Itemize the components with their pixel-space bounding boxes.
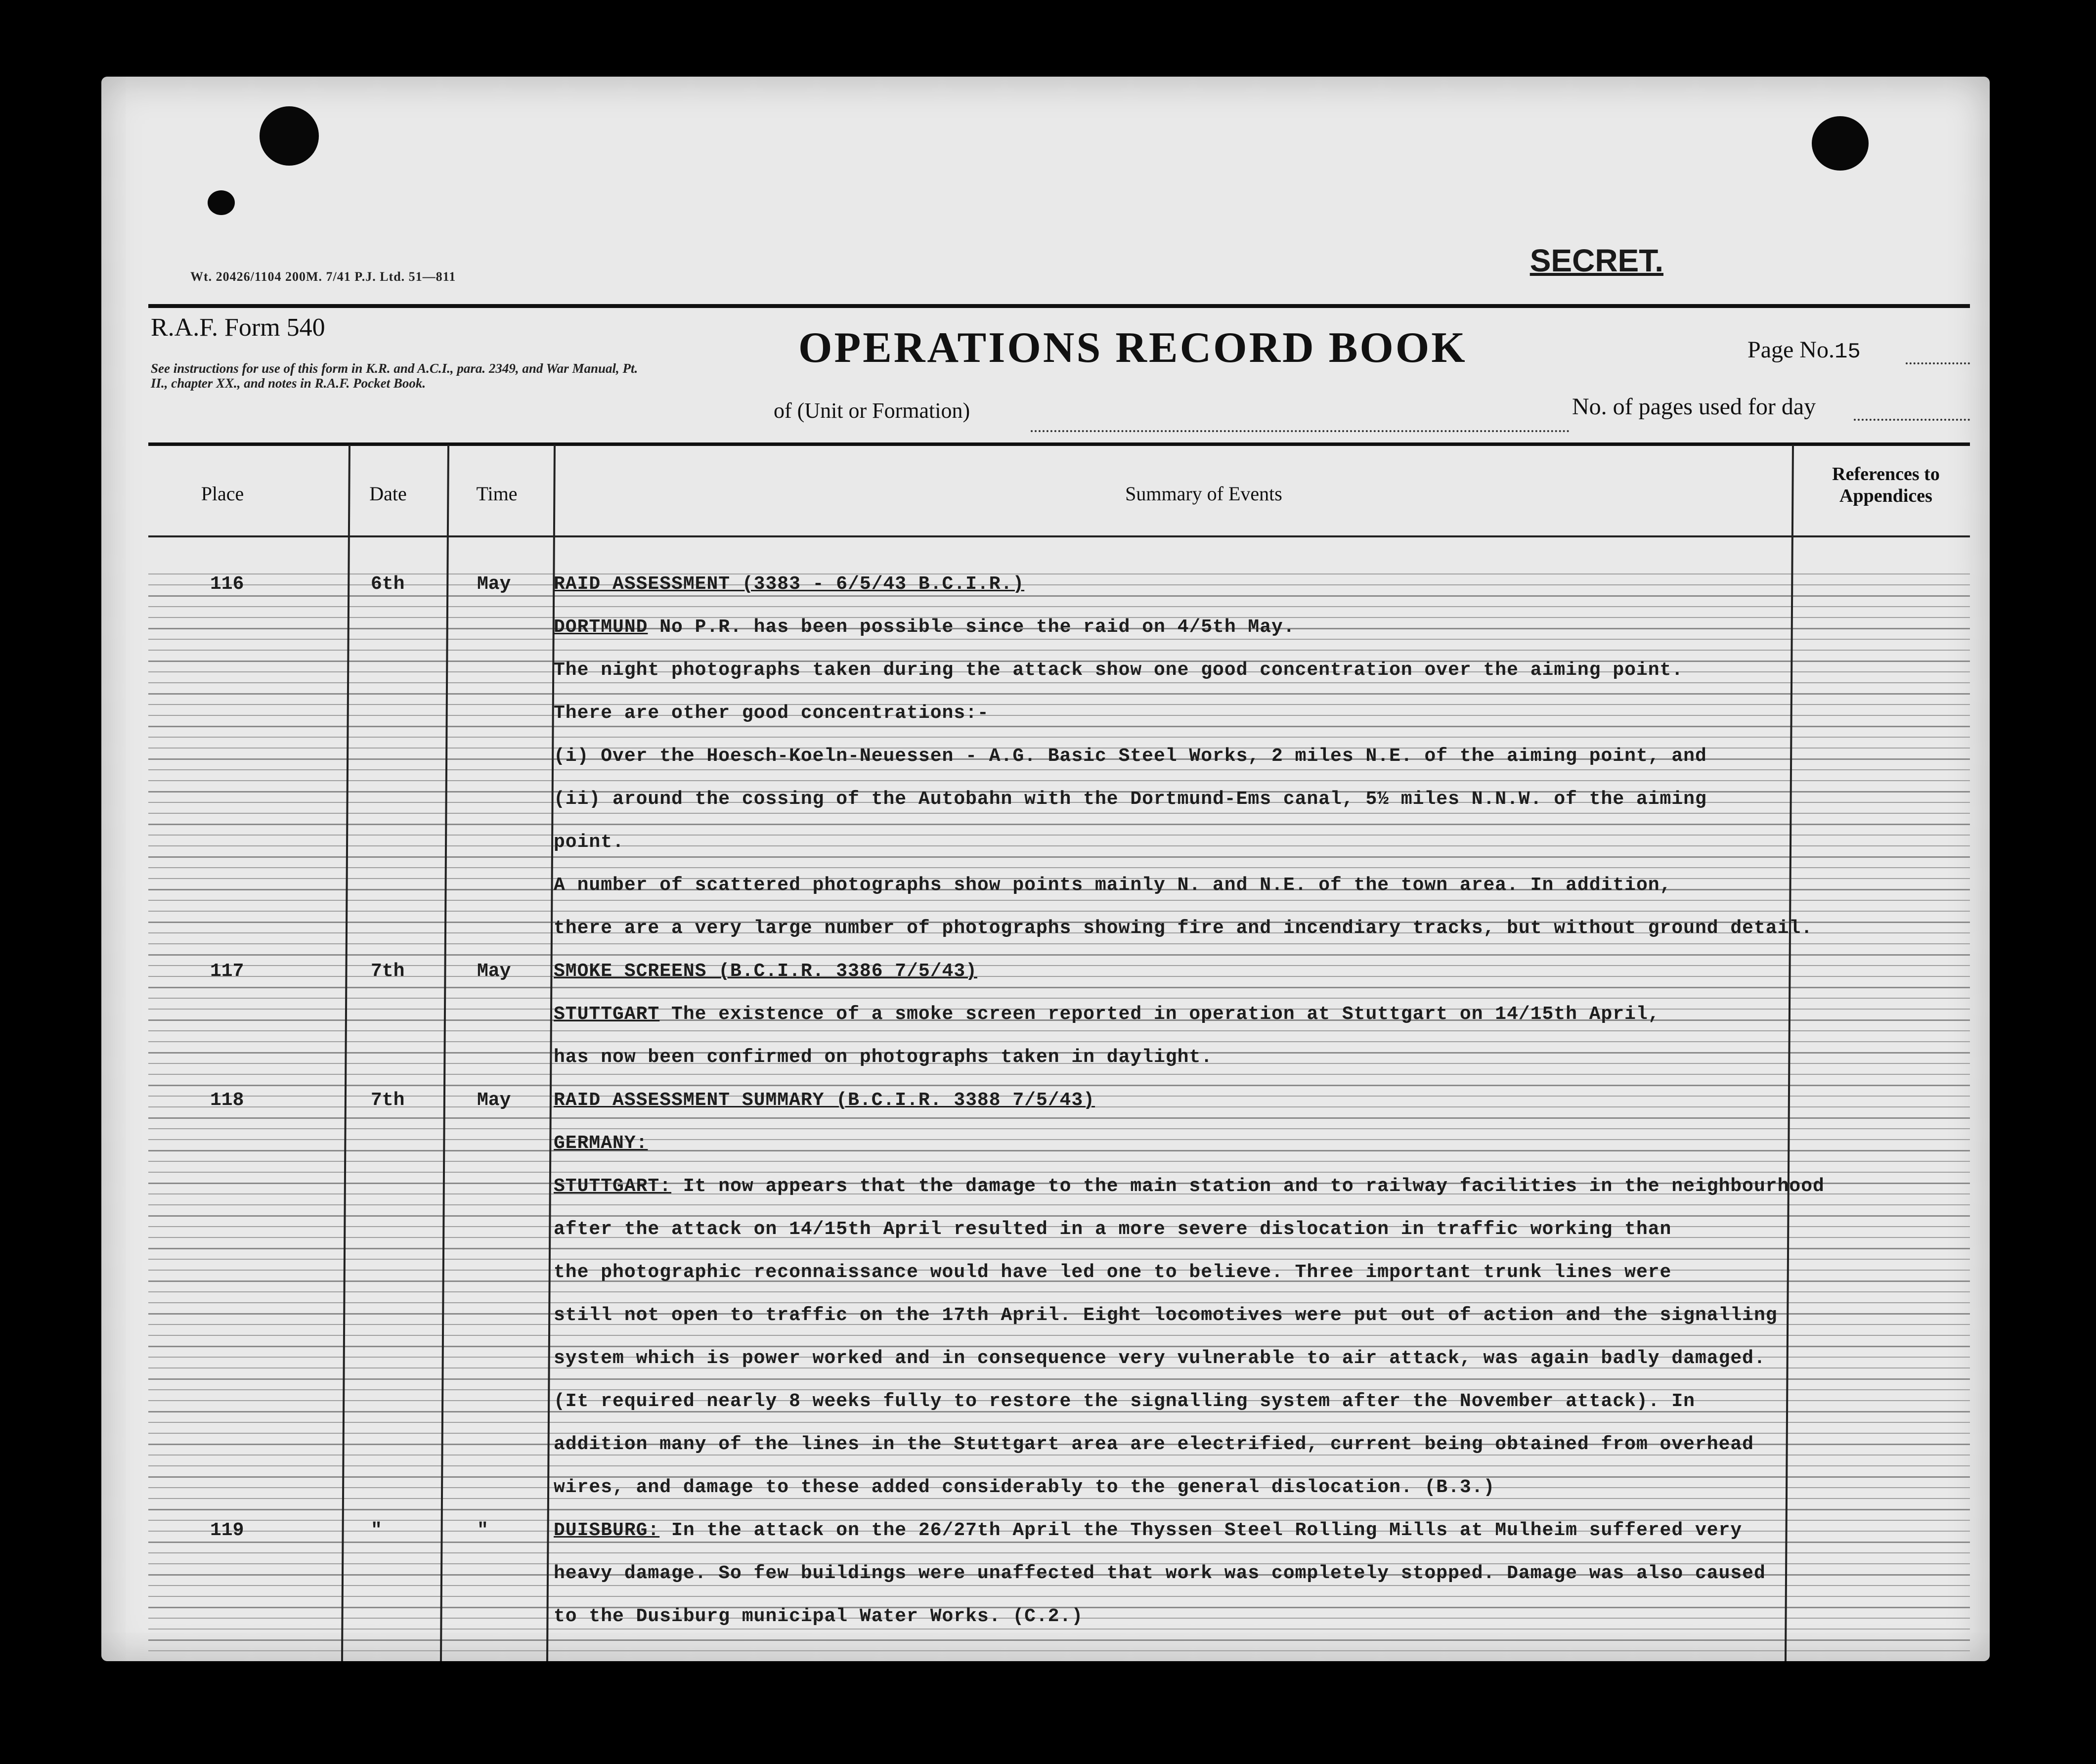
pages-used-field [1854,419,1970,421]
summary-line [554,1262,1671,1283]
ruled-line [148,1172,1970,1173]
ruled-line [148,835,1970,836]
column-header-date: Date [369,483,407,505]
entry-place: 118 [210,1090,244,1111]
summary-text: The night photographs taken during the attack show one good concentration over the aiming point. [554,660,1684,681]
summary-line [554,961,977,982]
summary-line [554,1563,1766,1584]
summary-heading: RAID ASSESSMENT (3383 - 6/5/43 B.C.I.R.) [554,573,1025,595]
summary-line [554,789,1707,810]
ruled-line [148,693,1970,695]
ruled-line [148,1291,1970,1292]
summary-line [554,660,1683,681]
entry-date: 6th [371,573,405,595]
summary-line [554,1477,1495,1498]
summary-text: (It required nearly 8 weeks fully to restore the signalling system after the November attack). In [554,1391,1695,1412]
page-number-value: 15 [1834,340,1861,364]
ruled-line [148,1650,1970,1651]
entry-time: May [477,1090,511,1111]
summary-line [554,918,1813,939]
ruled-line [148,1542,1970,1543]
summary-line [554,1176,1825,1197]
ruled-line [148,606,1970,607]
summary-heading: GERMANY: [554,1133,648,1154]
entry-place: 116 [210,573,244,595]
ruled-line [148,704,1970,705]
ruled-line [148,824,1970,825]
summary-line [554,1219,1671,1240]
ruled-line [148,987,1970,988]
ruled-line [148,1302,1970,1303]
ruled-line [148,1074,1970,1075]
ruled-line [148,1346,1970,1347]
summary-text: wires, and damage to these added considerably to the general dislocation. (B.3.) [554,1477,1495,1498]
summary-heading: RAID ASSESSMENT SUMMARY (B.C.I.R. 3388 7/5/43) [554,1090,1095,1111]
print-code: Wt. 20426/1104 200M. 7/41 P.J. Ltd. 51—811 [190,269,456,284]
ruled-line [148,998,1970,999]
ruled-line [148,813,1970,814]
ruled-line [148,1629,1970,1630]
ruled-line [148,1041,1970,1042]
unit-field [1031,430,1570,432]
ruled-line [148,1585,1970,1586]
ruled-line [148,1030,1970,1031]
summary-text: The existence of a smoke screen reported in operation at Stuttgart on 14/15th April, [659,1004,1660,1025]
ruled-line [148,1552,1970,1553]
summary-line [554,832,624,853]
ruled-line [148,1248,1970,1249]
summary-line [554,617,1295,638]
header-bottom-rule [148,535,1970,537]
column-header-time: Time [476,483,518,505]
column-header-summary: Summary of Events [1125,483,1282,505]
summary-line [554,1090,1095,1111]
ruled-line [148,943,1970,944]
ruled-line [148,954,1970,956]
page-label-text: Page No. [1747,337,1834,363]
binder-hole-right [1812,116,1869,171]
column-header-references: References to Appendices [1832,464,1940,506]
ruled-line [148,1378,1970,1380]
ruled-line [148,573,1970,574]
summary-text: (ii) around the cossing of the Autobahn with the Dortmund-Ems canal, 5½ miles N.N.W. of the aiming [554,789,1707,810]
summary-line [554,703,989,724]
ruled-line [148,965,1970,966]
ruled-line [148,650,1970,651]
summary-text: It now appears that the damage to the main station and to railway facilities in the neighbourhood [671,1176,1825,1197]
ruled-line [148,1139,1970,1140]
ruled-line [148,1509,1970,1510]
classification-stamp: SECRET. [1529,243,1663,278]
ruled-line [148,1498,1970,1499]
ruled-line [148,845,1970,846]
ruled-line [148,1117,1970,1119]
summary-line [554,573,1024,595]
record-sheet [101,77,1990,1661]
ruled-line [148,682,1970,683]
summary-line [554,1520,1742,1541]
binder-hole-left [260,106,319,166]
entry-date: " [371,1520,382,1541]
entry-date: 7th [371,961,405,982]
form-instructions: See instructions for use of this form in K.R. and A.C.I., para. 2349, and War Manual, Pt. II., chapter XX., and notes in R.A.F. Pocket Book. [151,361,638,391]
summary-text: There are other good concentrations:- [554,703,989,724]
document-title: OPERATIONS RECORD BOOK [798,324,1467,372]
ruled-line [148,911,1970,912]
page-number-label [1747,336,1861,364]
entry-place: 119 [210,1520,244,1541]
summary-text: still not open to traffic on the 17th April. Eight locomotives were put out of action and the signalling [554,1305,1778,1326]
top-rule [148,304,1970,308]
summary-line [554,1434,1754,1455]
ruled-line [148,584,1970,585]
entry-time: " [477,1520,488,1541]
ruled-line [148,1259,1970,1260]
unit-label: of (Unit or Formation) [774,398,970,423]
summary-line [554,1004,1660,1025]
summary-text: (i) Over the Hoesch-Koeln-Neuessen - A.G. Basic Steel Works, 2 miles N.E. of the aiming point, and [554,746,1707,767]
ruled-line [148,726,1970,727]
page-number-field [1906,362,1970,364]
ruled-line [148,1639,1970,1641]
ruled-line [148,1335,1970,1336]
summary-line [554,1047,1213,1068]
ruled-line [148,1128,1970,1129]
ruled-line [148,715,1970,716]
summary-line [554,1348,1766,1369]
ruled-line [148,900,1970,901]
summary-heading: STUTTGART [554,1004,660,1025]
summary-text: to the Dusiburg municipal Water Works. (C.2.) [554,1606,1084,1627]
summary-text: addition many of the lines in the Stuttgart area are electrified, current being obtained from overhead [554,1434,1754,1455]
ruled-line [148,856,1970,858]
ruled-line [148,1465,1970,1466]
ruled-line [148,595,1970,597]
ruled-line [148,1150,1970,1151]
binder-hole-left-small [208,190,235,215]
summary-line [554,1305,1778,1326]
ruled-line [148,867,1970,868]
entry-time: May [477,961,511,982]
form-name: R.A.F. Form 540 [151,313,325,342]
summary-line [554,746,1707,767]
summary-text: the photographic reconnaissance would have led one to believe. Three important trunk lines were [554,1262,1672,1283]
summary-text: has now been confirmed on photographs taken in daylight. [554,1047,1213,1068]
column-header-place: Place [201,483,244,505]
summary-line [554,1133,648,1154]
entry-time: May [477,573,511,595]
entry-place: 117 [210,961,244,982]
ruled-line [148,1161,1970,1162]
ruled-line [148,1204,1970,1205]
header-top-rule [148,442,1970,446]
ruled-line [148,976,1970,977]
summary-line [554,875,1671,896]
ruled-line [148,1215,1970,1217]
ruled-line [148,780,1970,781]
summary-text: In the attack on the 26/27th April the Thyssen Steel Rolling Mills at Mulheim suffered very [659,1520,1743,1541]
summary-text: there are a very large number of photographs showing fire and incendiary tracks, but without ground detail. [554,918,1813,939]
entry-date: 7th [371,1090,405,1111]
ruled-line [148,639,1970,640]
summary-text: point. [554,832,624,853]
summary-text: after the attack on 14/15th April resulted in a more severe dislocation in traffic working than [554,1219,1672,1240]
summary-line [554,1391,1695,1412]
ruled-line [148,769,1970,770]
summary-heading: STUTTGART: [554,1176,672,1197]
ruled-line [148,1085,1970,1086]
summary-text: A number of scattered photographs show points mainly N. and N.E. of the town area. In addition, [554,875,1672,896]
ruled-line [148,1389,1970,1390]
summary-text: No P.R. has been possible since the raid on 4/5th May. [648,617,1295,638]
summary-text: system which is power worked and in consequence very vulnerable to air attack, was again badly damaged. [554,1348,1766,1369]
ruled-line [148,1422,1970,1423]
summary-heading: DUISBURG: [554,1520,660,1541]
ruled-line [148,1596,1970,1597]
summary-heading: DORTMUND [554,617,648,638]
summary-heading: SMOKE SCREENS (B.C.I.R. 3386 7/5/43) [554,961,977,982]
summary-line [554,1606,1083,1627]
ruled-line [148,737,1970,738]
summary-text: heavy damage. So few buildings were unaffected that work was completely stopped. Damage was also caused [554,1563,1766,1584]
pages-used-label: No. of pages used for day [1572,394,1816,420]
